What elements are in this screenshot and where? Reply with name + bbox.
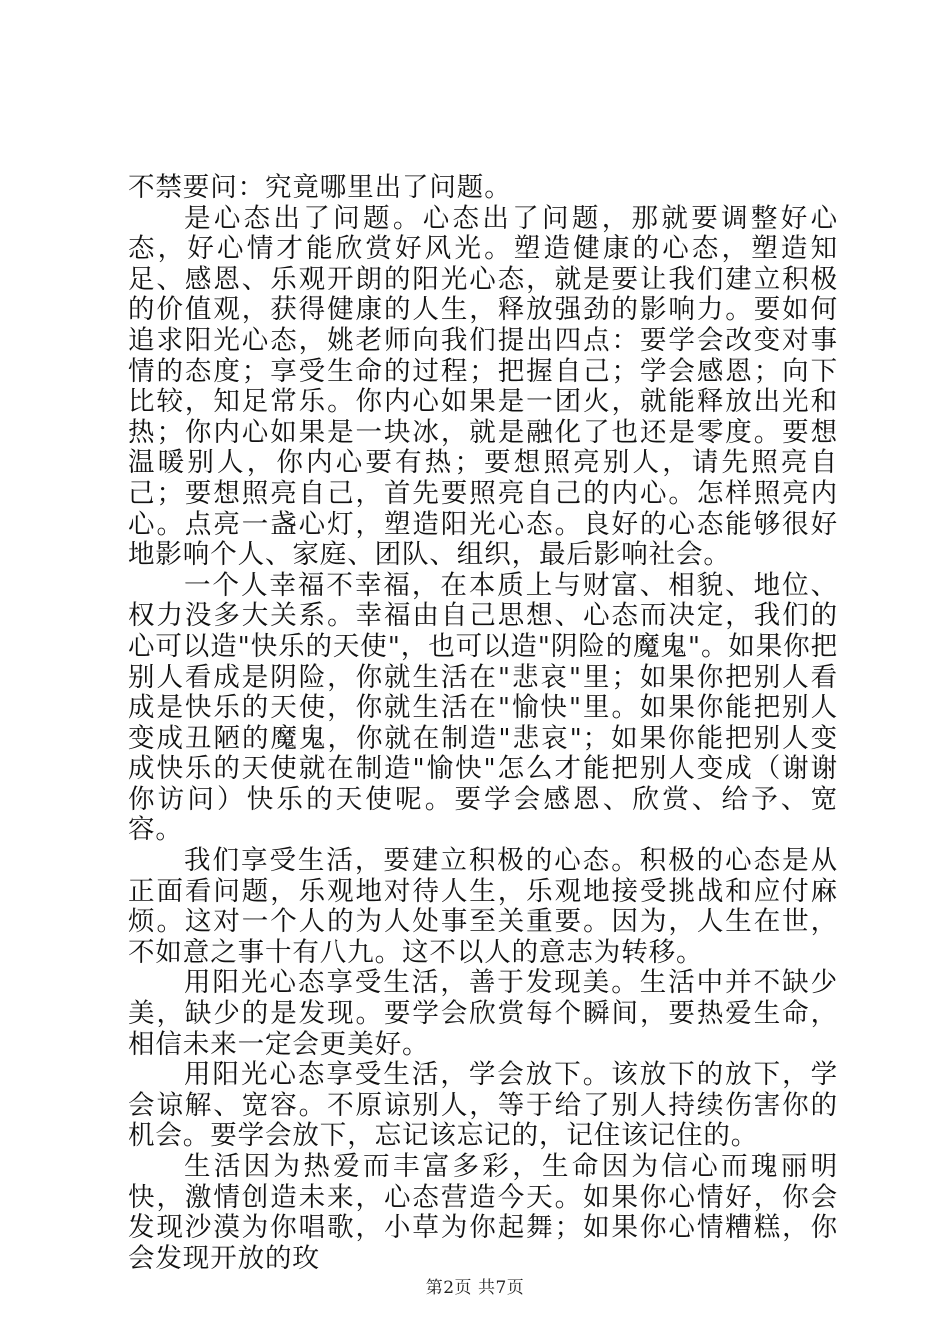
paragraph: 是心态出了问题。心态出了问题，那就要调整好心态，好心情才能欣赏好风光。塑造健康的心态，塑造知足、感恩、乐观开朗的阳光心态，就是要让我们建立积极的价值观，获得健康的人生，释放强劲的影响力。要如何追求阳光心态，姚老师向我们提出四点：要学会改变对事情的态度；享受生命的过程；把握自己；学会感恩；向下比较，知足常乐。你内心如果是一团火，就能释放出光和热；你内心如果是一块冰，就是融化了也还是零度。要想温暖别人，你内心要有热；要想照亮别人，请先照亮自己；要想照亮自己，首先要照亮自己的内心。怎样照亮内心。点亮一盏心灯，塑造阳光心态。良好的心态能够很好地影响个人、家庭、团队、组织，最后影响社会。 bbox=[128, 202, 838, 571]
paragraph-continuation: 不禁要问：究竟哪里出了问题。 bbox=[128, 172, 512, 203]
body-text bbox=[128, 173, 838, 1274]
paragraph: 用阳光心态享受生活，学会放下。该放下的放下，学会谅解、宽容。不原谅别人，等于给了别人持续伤害你的机会。要学会放下，忘记该忘记的，记住该记住的。 bbox=[128, 1059, 838, 1152]
paragraph: 用阳光心态享受生活，善于发现美。生活中并不缺少美，缺少的是发现。要学会欣赏每个瞬间，要热爱生命，相信未来一定会更美好。 bbox=[128, 967, 838, 1060]
paragraph: 生活因为热爱而丰富多彩，生命因为信心而瑰丽明快，激情创造未来，心态营造今天。如果你心情好，你会发现沙漠为你唱歌，小草为你起舞；如果你心情糟糕，你会发现开放的玫 bbox=[128, 1151, 838, 1274]
paragraph: 一个人幸福不幸福，在本质上与财富、相貌、地位、权力没多大关系。幸福由自己思想、心态而决定，我们的心可以造"快乐的天使"，也可以造"阴险的魔鬼"。如果你把别人看成是阴险，你就生活在"悲哀"里；如果你把别人看成是快乐的天使，你就生活在"愉快"里。如果你能把别人变成丑陋的魔鬼，你就在制造"悲哀"；如果你能把别人变成快乐的天使就在制造"愉快"怎么才能把别人变成（谢谢你访问）快乐的天使呢。要学会感恩、欣赏、给予、宽容。 bbox=[128, 569, 838, 846]
page-footer: 第2页 共7页 bbox=[425, 1278, 525, 1298]
paragraph: 我们享受生活，要建立积极的心态。积极的心态是从正面看问题，乐观地对待人生，乐观地接受挑战和应付麻烦。这对一个人的为人处事至关重要。因为，人生在世，不如意之事十有八九。这不以人的意志为转移。 bbox=[128, 845, 838, 968]
